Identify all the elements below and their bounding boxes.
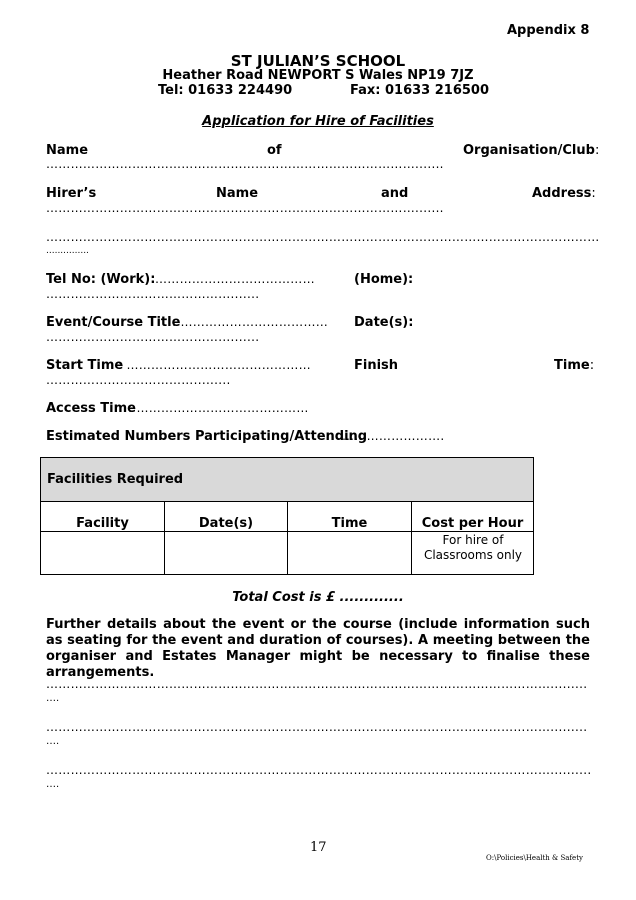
label-finish-time: Time:	[554, 358, 595, 373]
label-address: Address:	[532, 186, 596, 201]
column-header-cost: Cost per Hour	[421, 516, 524, 531]
detail-line[interactable]: ……………………………………………………………………………………………………………..........	[46, 763, 592, 777]
label-of: of	[267, 143, 282, 158]
dates-cell[interactable]	[165, 532, 287, 574]
address-field[interactable]: ………………………………………………………………………………………………………………………	[46, 230, 600, 244]
file-path: O:\Policies\Health & Safety	[486, 854, 583, 862]
event-title-field[interactable]: : ………………………………	[172, 315, 329, 329]
start-time-field-continued[interactable]: ……………………………….........	[46, 373, 231, 387]
table-divider	[411, 501, 412, 574]
appendix-label: Appendix 8	[507, 23, 590, 38]
school-address: Heather Road NEWPORT S Wales NP19 7JZ	[162, 68, 474, 83]
detail-line-tail[interactable]: ….	[46, 779, 60, 790]
estimated-numbers-field[interactable]: …………………….	[342, 429, 445, 443]
school-fax: Fax: 01633 216500	[350, 83, 490, 98]
facilities-table-header	[41, 458, 533, 502]
facility-cell[interactable]	[42, 532, 164, 574]
label-dates: Date(s):	[354, 315, 414, 330]
column-header-time: Time	[331, 516, 368, 531]
total-cost: Total Cost is £ .............	[232, 590, 404, 605]
school-tel: Tel: 01633 224490	[158, 83, 293, 98]
start-time-field[interactable]: : ………………………………………	[118, 358, 311, 372]
label-hirer-name: Name	[216, 186, 259, 201]
cost-note: For hire of Classrooms only	[423, 533, 523, 562]
label-estimated-numbers: Estimated Numbers Participating/Attending	[46, 429, 368, 444]
further-details-paragraph: Further details about the event or the course (include information such as seating for the event and duration of courses). A meeting between the organiser and Estates Manager might be necessary to finalise these arrangements.	[46, 617, 590, 680]
detail-line[interactable]: …………………………………………………………………………………………………………….........	[46, 720, 588, 734]
page-number: 17	[310, 840, 327, 855]
time-cell[interactable]	[288, 532, 411, 574]
detail-line-tail[interactable]: ….	[46, 693, 60, 704]
facilities-table-title: Facilities Required	[47, 472, 184, 487]
event-title-field-continued[interactable]: ……………………………………..........	[46, 330, 260, 344]
label-access-time: Access Time	[46, 401, 136, 416]
tel-work-field-continued[interactable]: ……………………………………..........	[46, 287, 260, 301]
column-header-dates: Date(s)	[198, 516, 254, 531]
tel-work-field[interactable]: …………………………………	[155, 272, 315, 286]
address-field-continued[interactable]: ...............	[46, 246, 89, 256]
hirer-name-field[interactable]: ……………………………………………………………………………….......	[46, 201, 444, 215]
detail-line-tail[interactable]: ….	[46, 736, 60, 747]
detail-line[interactable]: …………………………………………………………………………………………………………….........	[46, 677, 588, 691]
label-tel-work: Tel No: (Work):	[46, 272, 156, 287]
column-header-facility: Facility	[76, 516, 129, 531]
organisation-name-field[interactable]: ……………………………………………………………………………….......	[46, 157, 444, 171]
school-name: ST JULIAN’S SCHOOL	[230, 52, 406, 70]
label-and: and	[381, 186, 409, 201]
label-name: Name	[46, 143, 89, 158]
label-home: (Home):	[354, 272, 414, 287]
form-title: Application for Hire of Facilities	[202, 114, 434, 129]
access-time-field[interactable]: : ……………………………………	[128, 401, 309, 415]
facilities-table	[40, 457, 534, 575]
label-hirers: Hirer’s	[46, 186, 97, 201]
label-finish: Finish	[354, 358, 399, 373]
label-start-time: Start Time	[46, 358, 124, 373]
label-organisation: Organisation/Club:	[463, 143, 600, 158]
label-event-title: Event/Course Title	[46, 315, 181, 330]
